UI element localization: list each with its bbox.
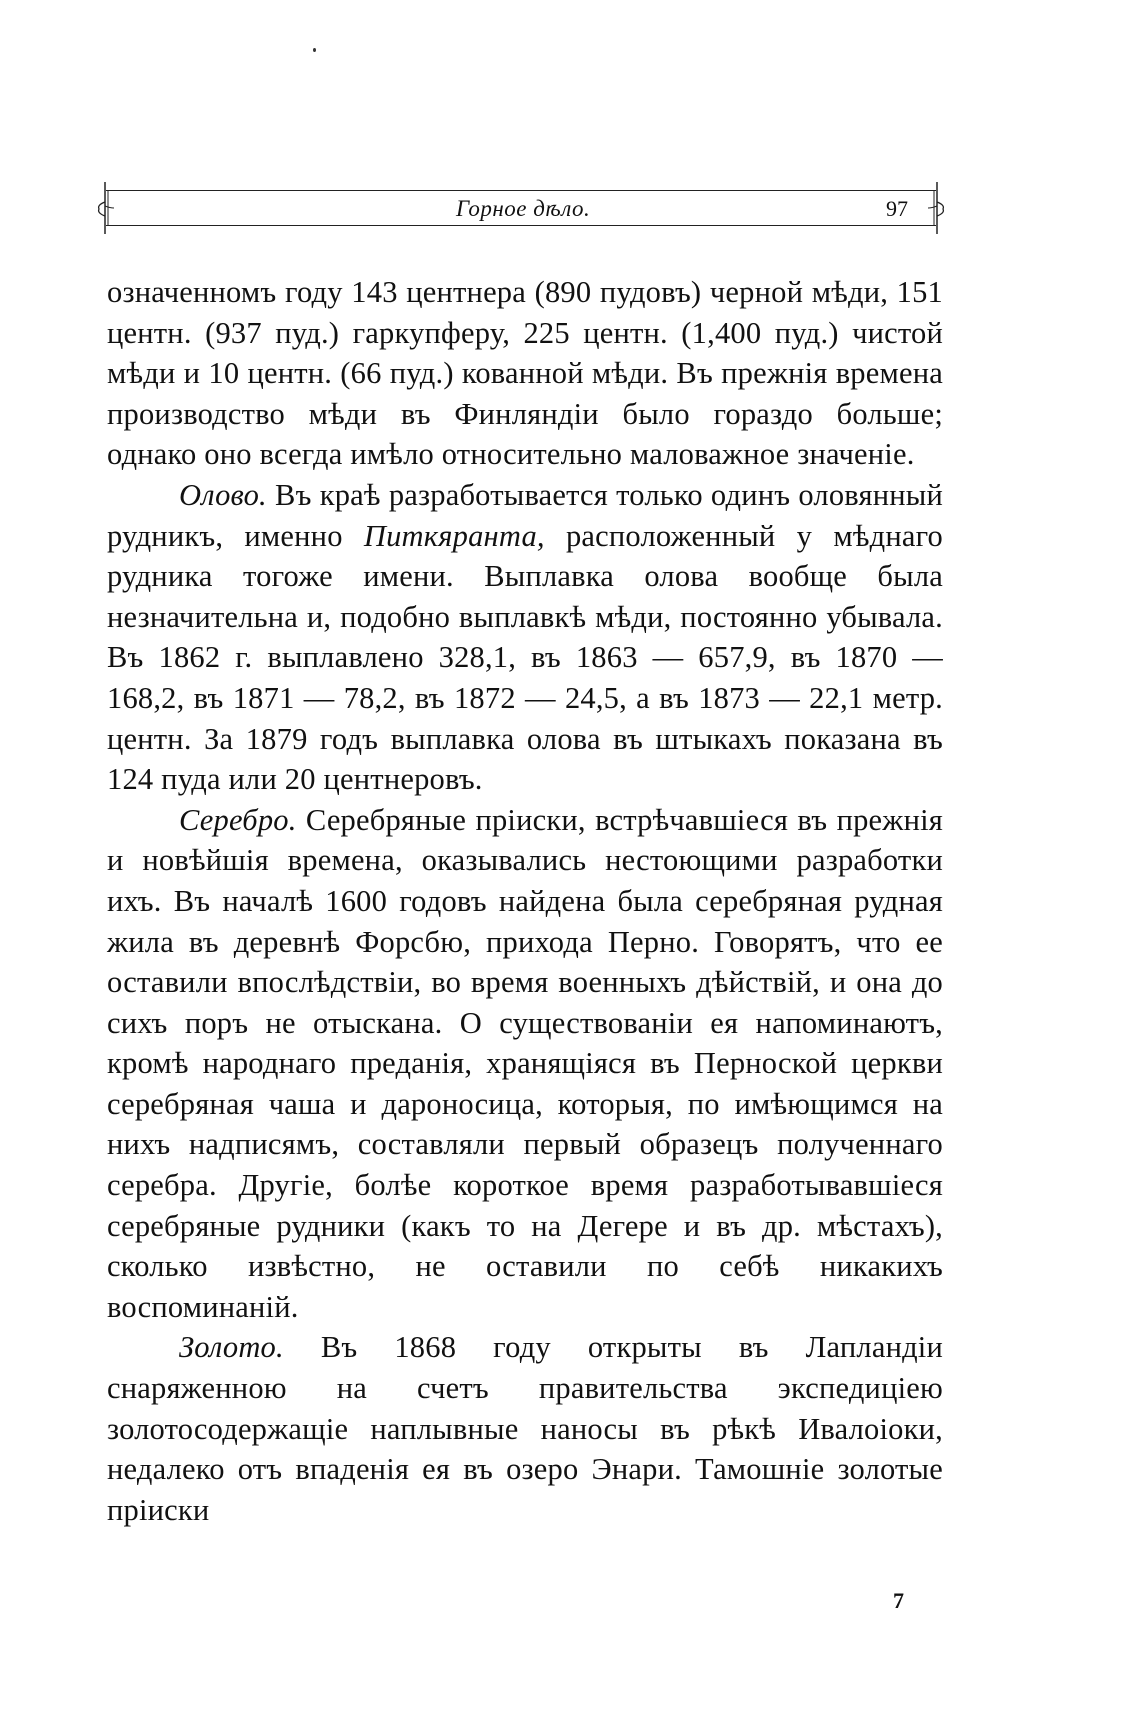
section-heading-silver: Серебро. — [179, 802, 297, 837]
running-title: Горное дѣло. — [456, 196, 591, 221]
paragraph-text: Въ 1868 году открыты въ Лапландіи снаряженною на счетъ правительства экспедиціею золотосодержащіе наплывные наносы въ рѣкѣ Ивалоіоки, недалеко отъ впаденія ея въ озеро Энари. Тамошніе золотые пріиски — [107, 1330, 943, 1527]
emphasized-mine-name: Питкяранта, — [363, 518, 545, 553]
paragraph-gold — [107, 1327, 943, 1530]
paragraph-copper — [107, 272, 943, 475]
running-header — [96, 182, 946, 234]
section-heading-tin: Олово. — [179, 477, 267, 512]
ink-speck — [313, 48, 316, 52]
paragraph-text: означенномъ году 143 центнера (890 пудовъ) черной мѣди, 151 центн. (937 пуд.) гаркупферу, 225 центн. (1,400 пуд.) чистой мѣди и 10 центн. (66 пуд.) кованной мѣди. Въ прежнія времена производство мѣди въ Финляндіи было гораздо больше; однако оно всегда имѣло относительно маловажное значеніе. — [107, 275, 943, 472]
section-heading-gold: Золото. — [179, 1330, 284, 1365]
paragraph-text: Серебряные пріиски, встрѣчавшіеся въ прежнія и новѣйшія времена, оказывались нестоющими разработки ихъ. Въ началѣ 1600 годовъ найдена была серебряная рудная жила въ деревнѣ Форсбю, прихода Перно. Говорятъ, что ее оставили впослѣдствіи, во время военныхъ дѣйствій, и она до сихъ поръ не отыскана. О существованіи ея напоминаютъ, кромѣ народнаго преданія, хранящіяся въ Перноской церкви серебряная чаша и дароносица, которыя, по имѣющимся на нихъ надписямъ, составляли первый образецъ полученнаго серебра. Другіе, болѣе короткое время разработывавшіеся серебряные рудники (какъ то на Дегере и въ др. мѣстахъ), сколько извѣстно, не оставили по себѣ никакихъ воспоминаній. — [107, 802, 943, 1324]
body-text — [107, 272, 943, 1530]
page-number: 97 — [886, 196, 908, 221]
paragraph-text: расположенный у мѣднаго рудника тогоже имени. Выплавка олова вообще была незначительна и, подобно выплавкѣ мѣди, постоянно убывала. Въ 1862 г. выплавлено 328,1, въ 1863 — 657,9, въ 1870 — 168,2, въ 1871 — 78,2, въ 1872 — 24,5, а въ 1873 — 22,1 метр. центн. За 1879 годъ выплавка олова въ штыкахъ показана въ 124 пуда или 20 центнеровъ. — [107, 518, 943, 797]
paragraph-tin — [107, 475, 943, 800]
paragraph-text: Въ краѣ разработывается только одинъ оловянный рудникъ, именно — [107, 477, 943, 553]
right-ornament-icon — [928, 182, 946, 234]
signature-mark: 7 — [893, 1588, 904, 1613]
paragraph-silver — [107, 800, 943, 1328]
